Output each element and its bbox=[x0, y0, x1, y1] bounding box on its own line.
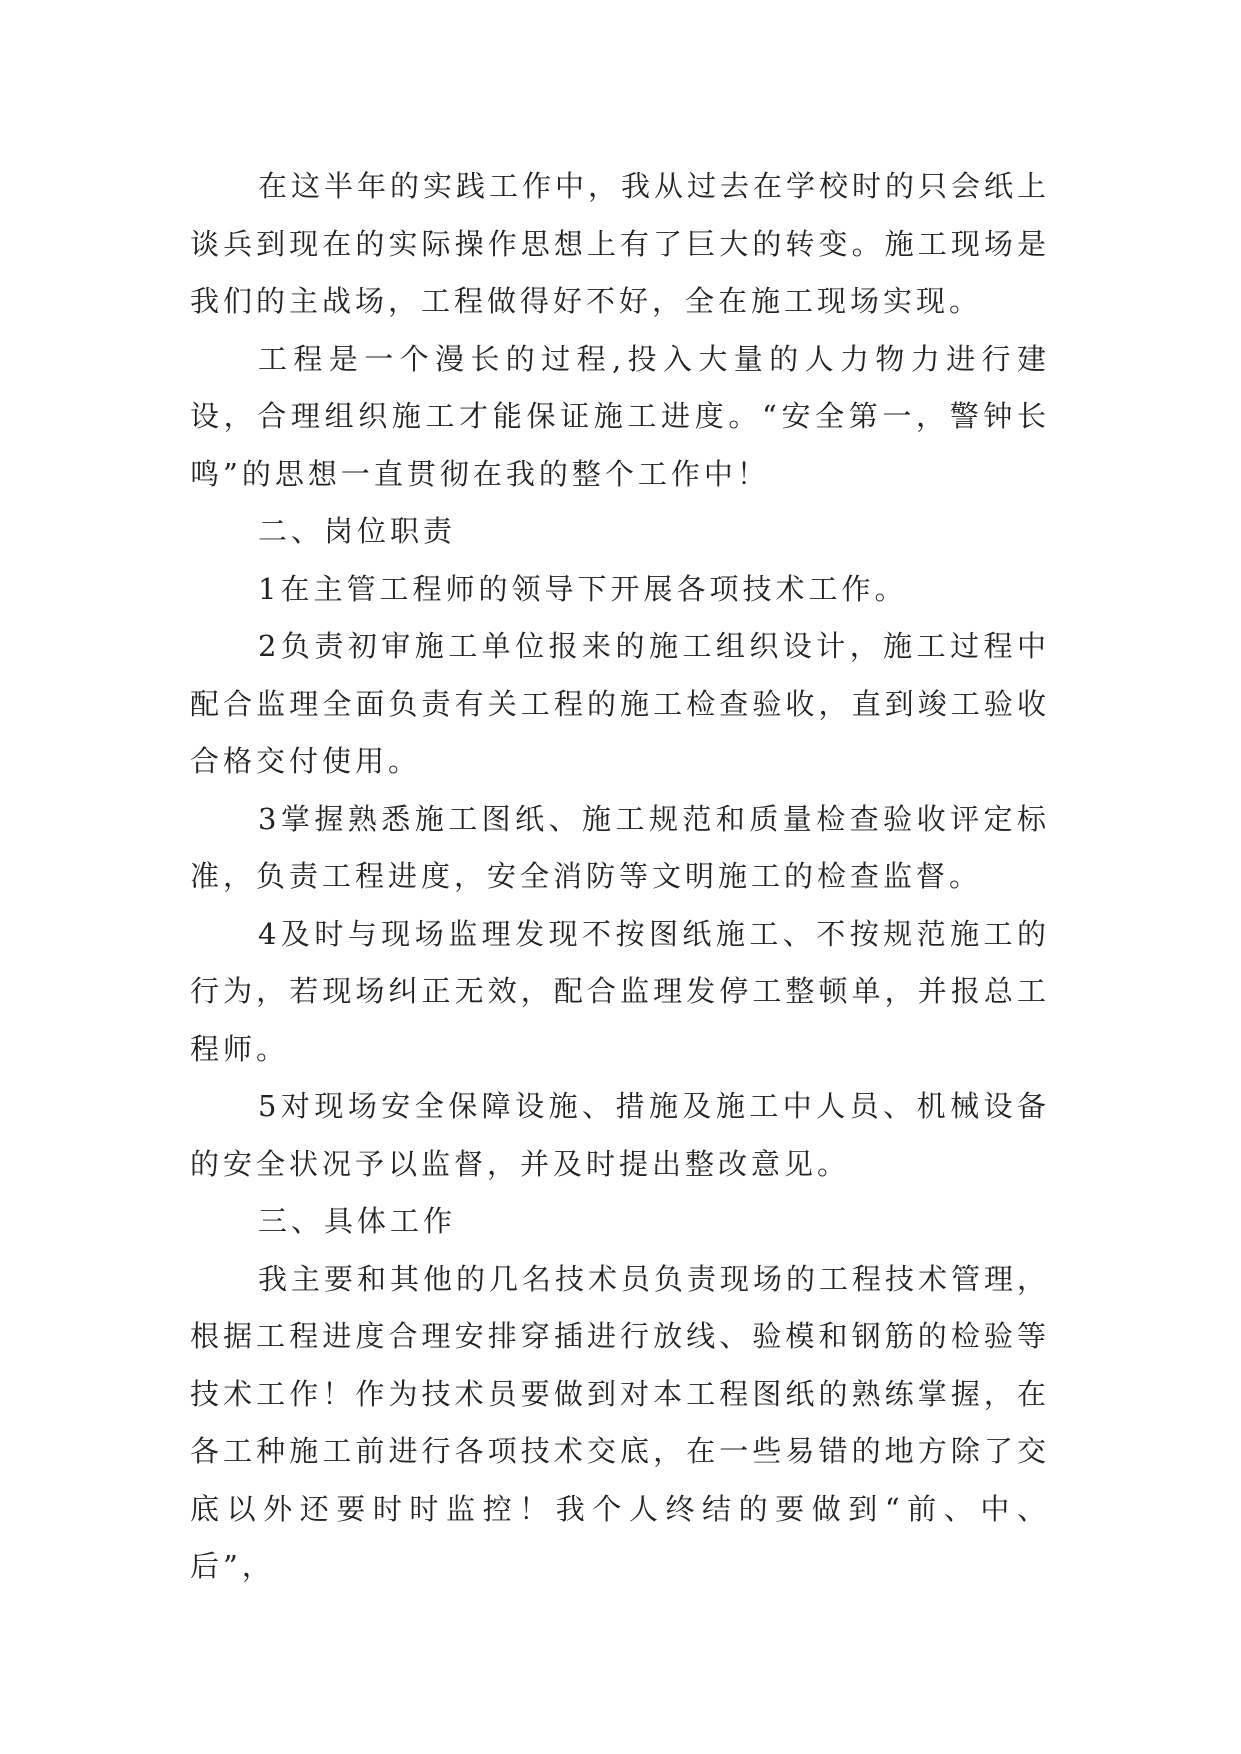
paragraph-specific-work: 我主要和其他的几名技术员负责现场的工程技术管理，根据工程进度合理安排穿插进行放线、验模和钢筋的检验等技术工作！作为技术员要做到对本工程图纸的熟练掌握，在各工种施工前进行各项技术交底，在一些易错的地方除了交底以外还要时时监控！我个人终结的要做到“前、中、后”， bbox=[190, 1261, 1051, 1583]
paragraph-practice-summary: 在这半年的实践工作中，我从过去在学校时的只会纸上谈兵到现在的实际操作思想上有了巨大的转变。施工现场是我们的主战场，工程做得好不好，全在施工现场实现。 bbox=[190, 169, 1051, 318]
section-heading-duties: 二、岗位职责 bbox=[258, 514, 457, 548]
duty-item-3: 3掌握熟悉施工图纸、施工规范和质量检查验收评定标准，负责工程进度，安全消防等文明施工的检查监督。 bbox=[190, 801, 1050, 893]
document-body bbox=[190, 158, 1050, 1596]
duty-item-5: 5对现场安全保障设施、措施及施工中人员、机械设备的安全状况予以监督，并及时提出整改意见。 bbox=[190, 1089, 1050, 1181]
duty-item-1: 1在主管工程师的领导下开展各项技术工作。 bbox=[258, 571, 908, 606]
duty-item-4: 4及时与现场监理发现不按图纸施工、不按规范施工的行为，若现场纠正无效，配合监理发停工整顿单，并报总工程师。 bbox=[190, 916, 1050, 1066]
section-heading-work: 三、具体工作 bbox=[258, 1204, 457, 1238]
duty-item-2: 2负责初审施工单位报来的施工组织设计，施工过程中配合监理全面负责有关工程的施工检查验收，直到竣工验收合格交付使用。 bbox=[190, 629, 1050, 778]
paragraph-safety-first: 工程是一个漫长的过程,投入大量的人力物力进行建设，合理组织施工才能保证施工进度。“安全第一，警钟长鸣”的思想一直贯彻在我的整个工作中！ bbox=[190, 341, 1050, 491]
